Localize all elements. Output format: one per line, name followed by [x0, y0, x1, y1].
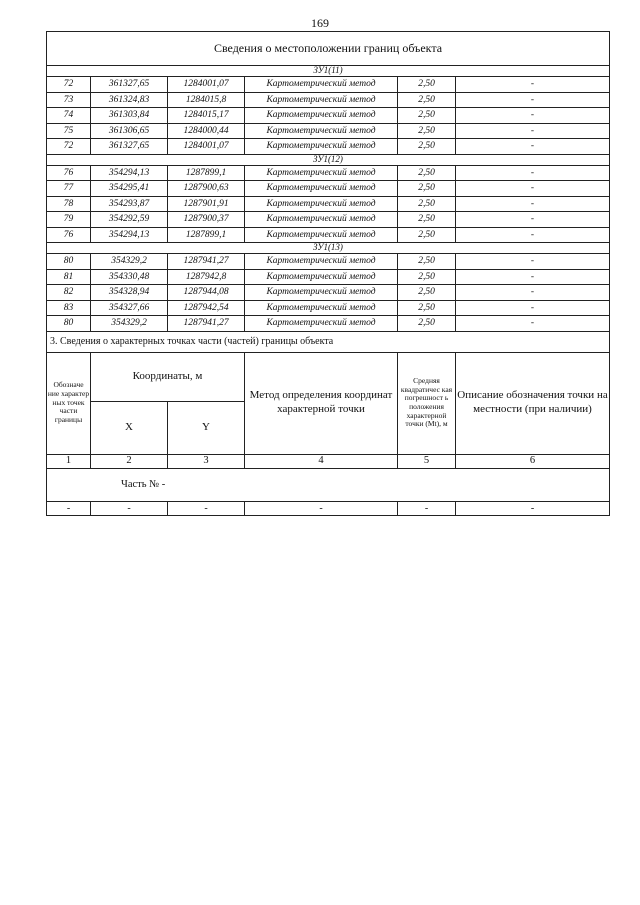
part-label-row [47, 468, 610, 501]
method-cell: Картометрический метод [245, 139, 398, 155]
table-row [47, 212, 610, 228]
accuracy-cell: 2,50 [398, 123, 456, 139]
coord-y-cell: 1287941,27 [168, 254, 245, 270]
description-cell: - [456, 212, 610, 228]
point-number-cell: 76 [47, 227, 91, 243]
coord-x-cell: 361306,65 [91, 123, 168, 139]
coord-x-cell: 354329,2 [91, 316, 168, 332]
description-cell: - [456, 139, 610, 155]
header-description: Описание обозначения точки на местности (при наличии) [456, 352, 610, 454]
accuracy-cell: 2,50 [398, 108, 456, 124]
description-cell: - [456, 285, 610, 301]
table-row [47, 181, 610, 197]
coord-x-cell: 361327,65 [91, 77, 168, 93]
column-numbers-row [47, 454, 610, 468]
point-number-cell: 80 [47, 316, 91, 332]
coord-y-cell: 1287900,63 [168, 181, 245, 197]
point-number-cell: 72 [47, 77, 91, 93]
coord-y-cell: 1284001,07 [168, 77, 245, 93]
description-cell: - [456, 165, 610, 181]
description-cell: - [456, 92, 610, 108]
empty-cell: - [245, 501, 398, 515]
accuracy-cell: 2,50 [398, 316, 456, 332]
boundary-table [46, 31, 610, 516]
accuracy-cell: 2,50 [398, 285, 456, 301]
table-row [47, 269, 610, 285]
description-cell: - [456, 316, 610, 332]
section-3-header-row [47, 352, 610, 401]
coord-x-cell: 354294,13 [91, 227, 168, 243]
coord-x-cell: 354294,13 [91, 165, 168, 181]
coord-x-cell: 354330,48 [91, 269, 168, 285]
point-number-cell: 80 [47, 254, 91, 270]
coord-x-cell: 361324,83 [91, 92, 168, 108]
coord-x-cell: 354328,94 [91, 285, 168, 301]
coord-x-cell: 354327,66 [91, 300, 168, 316]
method-cell: Картометрический метод [245, 123, 398, 139]
empty-cell: - [168, 501, 245, 515]
table-row [47, 92, 610, 108]
description-cell: - [456, 123, 610, 139]
table-row [47, 108, 610, 124]
description-cell: - [456, 300, 610, 316]
group-name: ЗУ1(12) [47, 154, 610, 165]
description-cell: - [456, 196, 610, 212]
table-row [47, 139, 610, 155]
coord-x-cell: 354295,41 [91, 181, 168, 197]
header-coordinates: Координаты, м [91, 352, 245, 401]
point-number-cell: 75 [47, 123, 91, 139]
coord-x-cell: 361327,65 [91, 139, 168, 155]
coord-y-cell: 1287899,1 [168, 227, 245, 243]
coord-y-cell: 1287900,37 [168, 212, 245, 228]
method-cell: Картометрический метод [245, 212, 398, 228]
column-number-cell: 1 [47, 454, 91, 468]
description-cell: - [456, 108, 610, 124]
column-number-cell: 6 [456, 454, 610, 468]
accuracy-cell: 2,50 [398, 227, 456, 243]
method-cell: Картометрический метод [245, 196, 398, 212]
method-cell: Картометрический метод [245, 285, 398, 301]
method-cell: Картометрический метод [245, 227, 398, 243]
table-row [47, 196, 610, 212]
table-row [47, 300, 610, 316]
accuracy-cell: 2,50 [398, 212, 456, 228]
empty-cell: - [91, 501, 168, 515]
group-header-row [47, 66, 610, 77]
empty-cell: - [456, 501, 610, 515]
column-number-cell: 4 [245, 454, 398, 468]
coord-y-cell: 1287942,54 [168, 300, 245, 316]
method-cell: Картометрический метод [245, 108, 398, 124]
point-number-cell: 73 [47, 92, 91, 108]
table-row [47, 316, 610, 332]
accuracy-cell: 2,50 [398, 139, 456, 155]
description-cell: - [456, 77, 610, 93]
column-number-cell: 5 [398, 454, 456, 468]
header-method: Метод определения координат характерной точки [245, 352, 398, 454]
method-cell: Картометрический метод [245, 77, 398, 93]
coord-y-cell: 1287941,27 [168, 316, 245, 332]
coord-y-cell: 1284001,07 [168, 139, 245, 155]
table-row [47, 227, 610, 243]
accuracy-cell: 2,50 [398, 77, 456, 93]
point-number-cell: 72 [47, 139, 91, 155]
group-header-row [47, 154, 610, 165]
method-cell: Картометрический метод [245, 300, 398, 316]
method-cell: Картометрический метод [245, 269, 398, 285]
table-row [47, 254, 610, 270]
coord-y-cell: 1287944,08 [168, 285, 245, 301]
method-cell: Картометрический метод [245, 165, 398, 181]
table-title: Сведения о местоположении границ объекта [47, 32, 610, 66]
group-name: ЗУ1(13) [47, 243, 610, 254]
empty-cell: - [47, 501, 91, 515]
accuracy-cell: 2,50 [398, 300, 456, 316]
accuracy-cell: 2,50 [398, 254, 456, 270]
coord-y-cell: 1287942,8 [168, 269, 245, 285]
coord-y-cell: 1287899,1 [168, 165, 245, 181]
column-number-cell: 2 [91, 454, 168, 468]
accuracy-cell: 2,50 [398, 165, 456, 181]
section-3-title-row [47, 331, 610, 352]
coord-x-cell: 361303,84 [91, 108, 168, 124]
method-cell: Картометрический метод [245, 181, 398, 197]
part-label: Часть № - [47, 468, 610, 501]
coord-y-cell: 1284000,44 [168, 123, 245, 139]
point-number-cell: 77 [47, 181, 91, 197]
coord-x-cell: 354329,2 [91, 254, 168, 270]
accuracy-cell: 2,50 [398, 269, 456, 285]
group-header-row [47, 243, 610, 254]
accuracy-cell: 2,50 [398, 196, 456, 212]
header-y: Y [168, 401, 245, 454]
column-number-cell: 3 [168, 454, 245, 468]
point-number-cell: 76 [47, 165, 91, 181]
coord-y-cell: 1287901,91 [168, 196, 245, 212]
point-number-cell: 81 [47, 269, 91, 285]
coord-x-cell: 354293,87 [91, 196, 168, 212]
header-x: X [91, 401, 168, 454]
coord-x-cell: 354292,59 [91, 212, 168, 228]
point-number-cell: 83 [47, 300, 91, 316]
point-number-cell: 74 [47, 108, 91, 124]
description-cell: - [456, 254, 610, 270]
coord-y-cell: 1284015,8 [168, 92, 245, 108]
method-cell: Картометрический метод [245, 316, 398, 332]
accuracy-cell: 2,50 [398, 92, 456, 108]
table-row [47, 165, 610, 181]
description-cell: - [456, 269, 610, 285]
header-point-designation: Обозначе ние характер ных точек части границы [47, 352, 91, 454]
table-row [47, 77, 610, 93]
header-accuracy: Средняя квадратичес кая погрешност ь положения характерной точки (Mt), м [398, 352, 456, 454]
point-number-cell: 82 [47, 285, 91, 301]
table-row [47, 285, 610, 301]
empty-cell: - [398, 501, 456, 515]
method-cell: Картометрический метод [245, 92, 398, 108]
group-name: ЗУ1(11) [47, 66, 610, 77]
page-number: 169 [311, 16, 329, 30]
point-number-cell: 78 [47, 196, 91, 212]
description-cell: - [456, 181, 610, 197]
point-number-cell: 79 [47, 212, 91, 228]
section-3-title: 3. Сведения о характерных точках части (частей) границы объекта [47, 331, 610, 352]
table-row [47, 501, 610, 515]
method-cell: Картометрический метод [245, 254, 398, 270]
accuracy-cell: 2,50 [398, 181, 456, 197]
table-row [47, 123, 610, 139]
coord-y-cell: 1284015,17 [168, 108, 245, 124]
description-cell: - [456, 227, 610, 243]
